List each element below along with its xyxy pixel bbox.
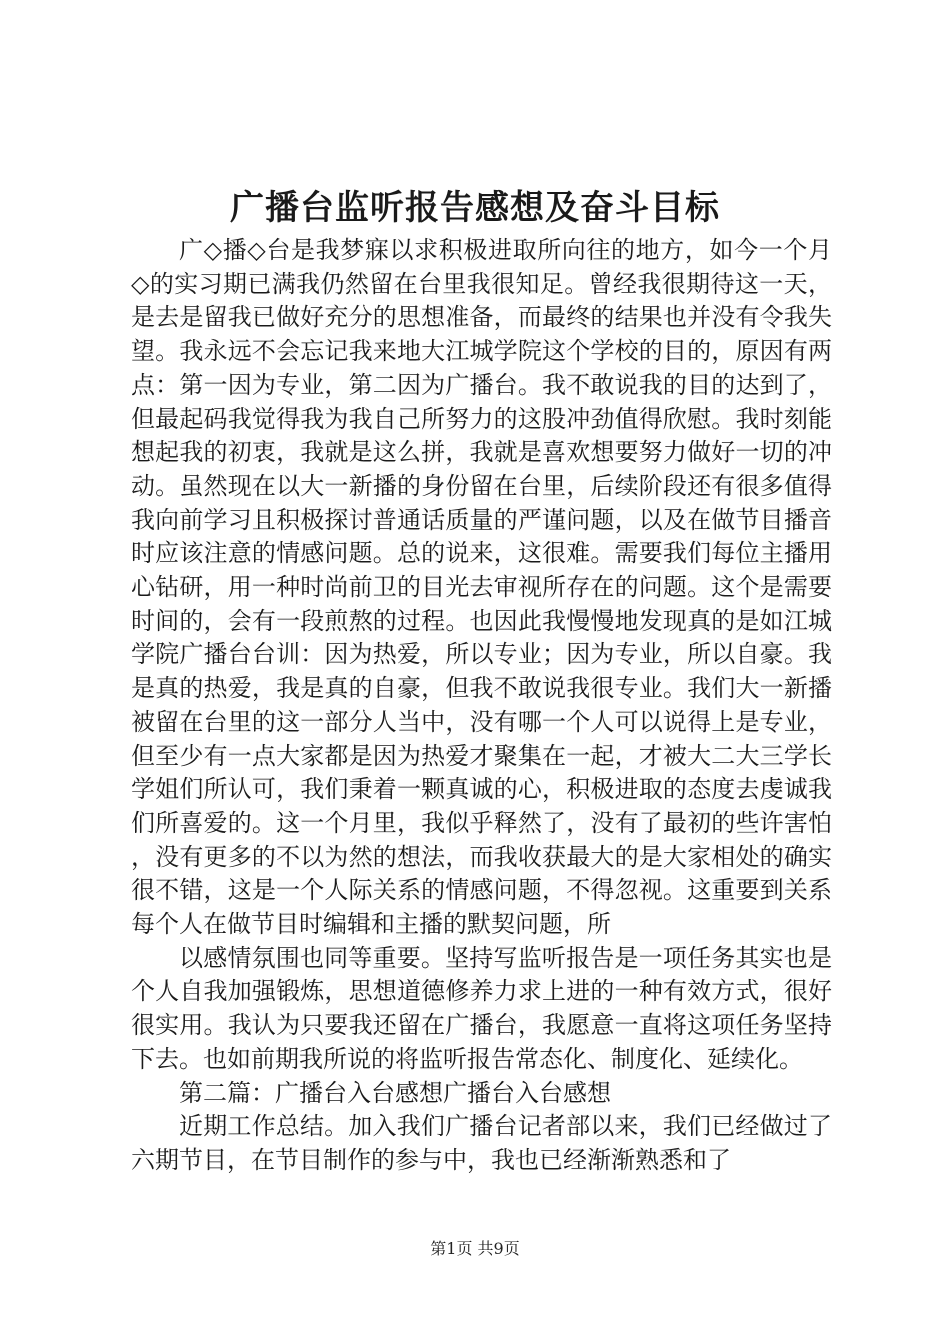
body-paragraph: 近期工作总结。加入我们广播台记者部以来，我们已经做过了六期节目，在节目制作的参与中，我也已经渐渐熟悉和了 [131,1112,832,1174]
body-paragraph: 以感情氛围也同等重要。坚持写监听报告是一项任务其实也是个人自我加强锻炼，思想道德修养力求上进的一种有效方式，很好很实用。我认为只要我还留在广播台，我愿意一直将这项任务坚持下去。也如前期我所说的将监听报告常态化、制度化、延续化。 [131,943,832,1073]
body-paragraph: 广◇播◇台是我梦寐以求积极进取所向往的地方，如今一个月◇的实习期已满我仍然留在台里我很知足。曾经我很期待这一天，是去是留我已做好充分的思想准备，而最终的结果也并没有令我失望。我永远不会忘记我来地大江城学院这个学校的目的，原因有两点：第一因为专业，第二因为广播台。我不敢说我的目的达到了，但最起码我觉得我为我自己所努力的这股冲劲值得欣慰。我时刻能想起我的初衷，我就是这么拼，我就是喜欢想要努力做好一切的冲动。虽然现在以大一新播的身份留在台里，后续阶段还有很多值得我向前学习且积极探讨普通话质量的严谨问题，以及在做节目播音时应该注意的情感问题。总的说来，这很难。需要我们每位主播用心钻研，用一种时尚前卫的目光去审视所存在的问题。这个是需要时间的，会有一段煎熬的过程。也因此我慢慢地发现真的是如江城学院广播台台训：因为热爱，所以专业；因为专业，所以自豪。我是真的热爱，我是真的自豪，但我不敢说我很专业。我们大一新播被留在台里的这一部分人当中，没有哪一个人可以说得上是专业，但至少有一点大家都是因为热爱才聚集在一起，才被大二大三学长学姐们所认可，我们秉着一颗真诚的心，积极进取的态度去虔诚我们所喜爱的。这一个月里，我似乎释然了，没有了最初的些许害怕，没有更多的不以为然的想法，而我收获最大的是大家相处的确实很不错，这是一个人际关系的情感问题，不得忽视。这重要到关系每个人在做节目时编辑和主播的默契问题，所 [131,236,832,939]
document-title: 广播台监听报告感想及奋斗目标 [230,188,720,228]
page-number-footer: 第1页 共9页 [430,1239,520,1258]
document-body [131,234,832,1178]
section-heading: 第二篇：广播台入台感想广播台入台感想 [179,1078,611,1107]
